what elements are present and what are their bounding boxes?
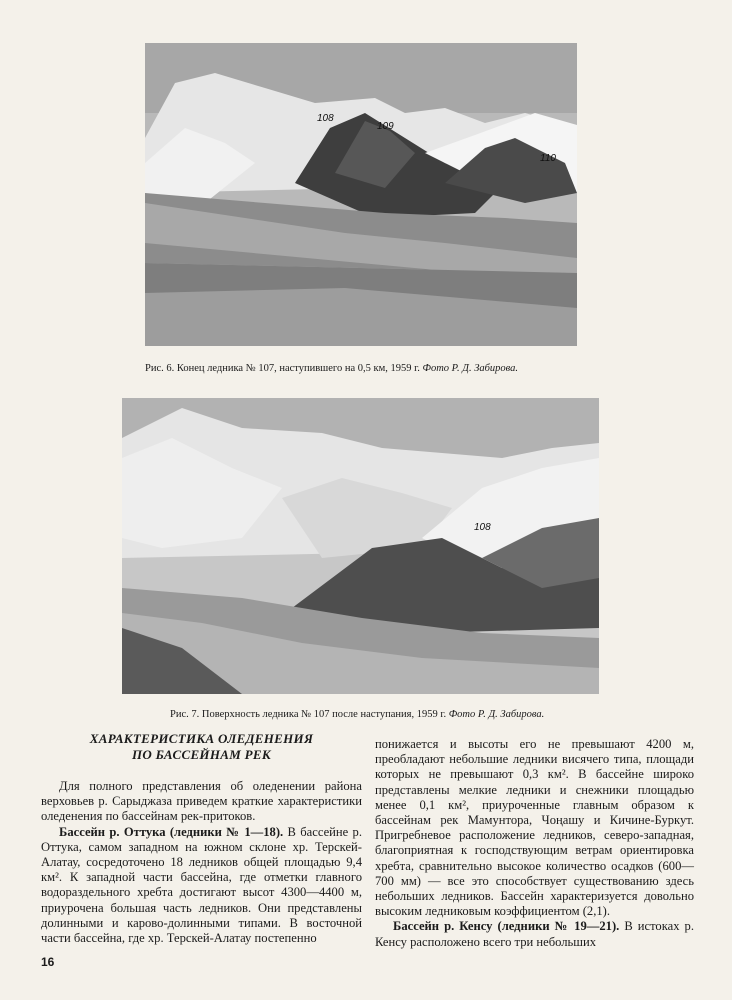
right-column — [375, 737, 694, 950]
figure-7-photo — [122, 398, 599, 694]
basin-kensu-text: В истоках р. Кенсу расположено всего три небольших — [375, 919, 695, 949]
left-column — [41, 731, 362, 946]
page-number: 16 — [41, 955, 55, 969]
figure-7-caption — [170, 709, 544, 720]
basin-ottuk-paragraph — [41, 825, 362, 947]
basin-ottuk-title: Бассейн р. Оттука (ледники № 1—18). — [59, 824, 284, 839]
figure-6-caption — [145, 363, 518, 374]
basin-kensu-paragraph — [375, 919, 694, 949]
svg-text:108: 108 — [474, 522, 491, 533]
figure-6-photo — [145, 43, 577, 346]
section-heading-line-1: ХАРАКТЕРИСТИКА ОЛЕДЕНЕНИЯ — [89, 731, 314, 746]
svg-text:110: 110 — [540, 153, 556, 164]
mountain-photo-7 — [122, 398, 599, 694]
basin-ottuk-text: В бассейне р. Оттука, самом западном на южном склоне хр. Терскей-Алатау, сосредоточено 18 ледников общей площадью 9,4 км². К западной части бассейна, где отметки главного водораздельного хребта достигают высот 4300—4400 м, приурочена большая часть ледников. Они представлены долинными и карово-долинными типами. В восточной части бассейна, где хр. Терскей-Алатау постепенно — [41, 824, 362, 946]
figure-6-caption-main: Рис. 6. Конец ледника № 107, наступившего на 0,5 км, 1959 г. — [145, 363, 420, 374]
section-heading-line-2: ПО БАССЕЙНАМ РЕК — [132, 747, 271, 762]
mountain-photo-6 — [145, 43, 577, 346]
basin-kensu-title: Бассейн р. Кенсу (ледники № 19—21). — [393, 919, 620, 934]
svg-text:108: 108 — [317, 113, 334, 124]
svg-text:109: 109 — [377, 121, 394, 132]
continued-paragraph: понижается и высоты его не превышают 4200 м, преобладают небольшие ледники висячего типа, площади которых не превышают 0,3 км². В бассейне широко представлены мелкие ледники и снежники площадью менее 0,1 км², приуроченные главным образом к бассейнам рек Мамунтора, Чоңашу и Кичине-Буркут. Пригребневое расположение ледников, северо-западная, благоприятная к господствующим ветрам ориентировка хребта, сравнительно высокое количество осадков (600—700 мм) — все это способствует существованию здесь небольших ледников. Бассейн характеризуется довольно высоким ледниковым коэффициентом (2,1). — [375, 737, 694, 919]
figure-7-caption-credit: Фото Р. Д. Забирова. — [448, 709, 545, 720]
figure-6-caption-credit: Фото Р. Д. Забирова. — [422, 363, 519, 374]
figure-7-caption-main: Рис. 7. Поверхность ледника № 107 после наступания, 1959 г. — [170, 709, 447, 720]
intro-paragraph: Для полного представления об оледенении района верховьев р. Сарыджаза приведем краткие характеристики оледенения по бассейнам рек-притоков. — [41, 779, 362, 824]
section-heading — [41, 731, 362, 763]
